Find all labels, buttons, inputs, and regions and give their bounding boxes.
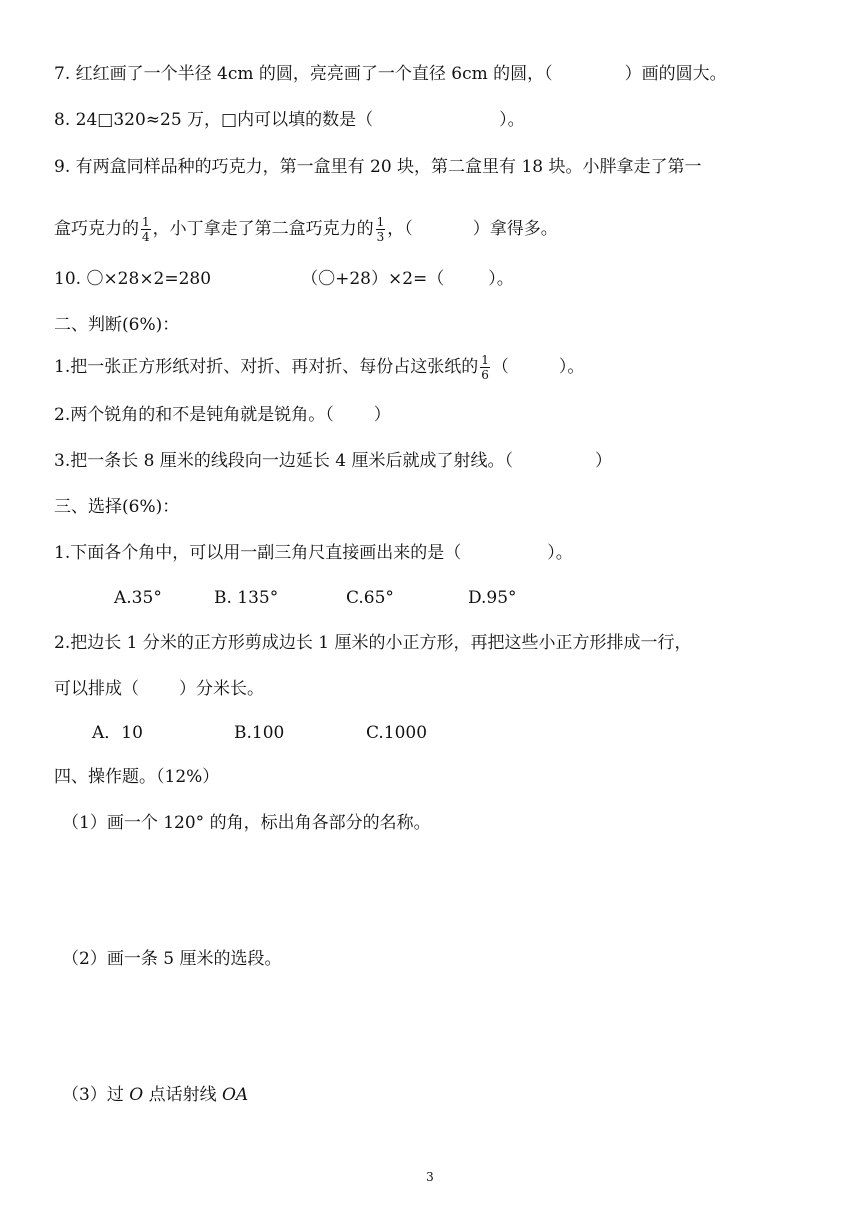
fraction-numerator: 1 <box>376 215 385 229</box>
section-2-question-3-text: 3.把一条长 8 厘米的线段向一边延长 4 厘米后就成了射线。（ <box>54 451 513 471</box>
option-a: A.35° <box>114 588 162 608</box>
question-7-text: 7. 红红画了一个半径 4cm 的圆，亮亮画了一个直径 6cm 的圆，（ <box>54 64 553 84</box>
option-c: C.65° <box>346 588 394 608</box>
fraction-denominator: 3 <box>376 230 385 244</box>
section-2-question-2-text: 2.两个锐角的和不是钝角就是锐角。（ <box>54 405 334 425</box>
question-9-line-1: 9. 有两盒同样品种的巧克力，第一盒里有 20 块，第二盒里有 18 块。小胖拿走了第一 <box>54 157 702 177</box>
fraction-one-third <box>376 215 386 244</box>
question-8 <box>54 109 525 131</box>
section-2-question-1-close: ）。 <box>558 357 585 377</box>
fraction-denominator: 4 <box>142 230 150 244</box>
question-7 <box>54 63 727 85</box>
section-3-question-2-options <box>92 722 427 744</box>
question-10-tail: ）。 <box>488 269 514 289</box>
question-9-text-d: ）拿得多。 <box>472 219 558 239</box>
section-4-question-3-text-b: 点话射线 <box>143 1085 222 1105</box>
question-8-text: 8. 24□320≈25 万，□内可以填的数是（ <box>54 110 374 130</box>
option-b: B. 135° <box>214 588 279 608</box>
question-9-text-a: 盒巧克力的 <box>54 219 139 239</box>
section-2-question-3-tail: ） <box>594 451 612 471</box>
section-2-question-2 <box>54 404 391 426</box>
question-9-text-c: ，（ <box>387 219 413 239</box>
option-a: A．10 <box>92 723 143 743</box>
fraction-one-sixth <box>480 353 490 382</box>
section-4-question-1: （1）画一个 120° 的角，标出角各部分的名称。 <box>62 813 431 833</box>
section-2-question-1 <box>54 350 584 384</box>
ray-oa-label: OA <box>221 1085 249 1105</box>
question-8-tail: ）。 <box>499 110 525 130</box>
section-3-title: 三、选择(6%)： <box>54 497 180 517</box>
section-4-question-3-text-a: （3）过 <box>62 1085 130 1105</box>
option-d: D.95° <box>468 588 517 608</box>
page-number: 3 <box>426 1170 434 1184</box>
option-c: C.1000 <box>366 723 428 743</box>
section-2-question-3 <box>54 450 612 472</box>
section-3-question-1-text: 1.下面各个角中，可以用一副三角尺直接画出来的是（ <box>54 543 462 563</box>
section-2-question-2-tail: ） <box>373 405 391 425</box>
fraction-one-quarter <box>141 215 151 244</box>
fraction-denominator: 6 <box>481 368 489 382</box>
section-3-question-2-text: 可以排成（ <box>54 679 139 699</box>
question-9-text-b: ，小丁拿走了第二盒巧克力的 <box>152 219 374 239</box>
question-10-right: （〇+28）×2=（ <box>301 269 445 289</box>
point-o-label: O <box>129 1085 144 1105</box>
section-4-question-3 <box>62 1084 248 1106</box>
question-10 <box>54 268 514 290</box>
fraction-numerator: 1 <box>142 215 150 229</box>
section-2-question-1-open: （ <box>491 357 509 377</box>
section-3-question-2-line-2 <box>54 678 264 700</box>
question-9-line-2 <box>54 212 558 246</box>
section-4-question-2: （2）画一条 5 厘米的选段。 <box>62 949 282 969</box>
option-b: B.100 <box>234 723 285 743</box>
section-3-question-2-line-1: 2.把边长 1 分米的正方形剪成边长 1 厘米的小正方形，再把这些小正方形排成一行， <box>54 633 692 653</box>
section-3-question-2-tail: ）分米长。 <box>179 679 264 699</box>
section-3-question-1 <box>54 542 573 564</box>
section-3-question-1-options <box>114 587 517 609</box>
section-4-title: 四、操作题。（12%） <box>54 767 220 787</box>
fraction-numerator: 1 <box>481 353 489 367</box>
question-7-tail: ）画的圆大。 <box>624 64 727 84</box>
section-2-title: 二、判断(6%)： <box>54 315 180 335</box>
section-3-question-1-tail: ）。 <box>547 543 573 563</box>
question-10-left: 10. 〇×28×2=280 <box>54 269 212 289</box>
section-2-question-1-text: 1.把一张正方形纸对折、对折、再对折、每份占这张纸的 <box>54 357 479 377</box>
